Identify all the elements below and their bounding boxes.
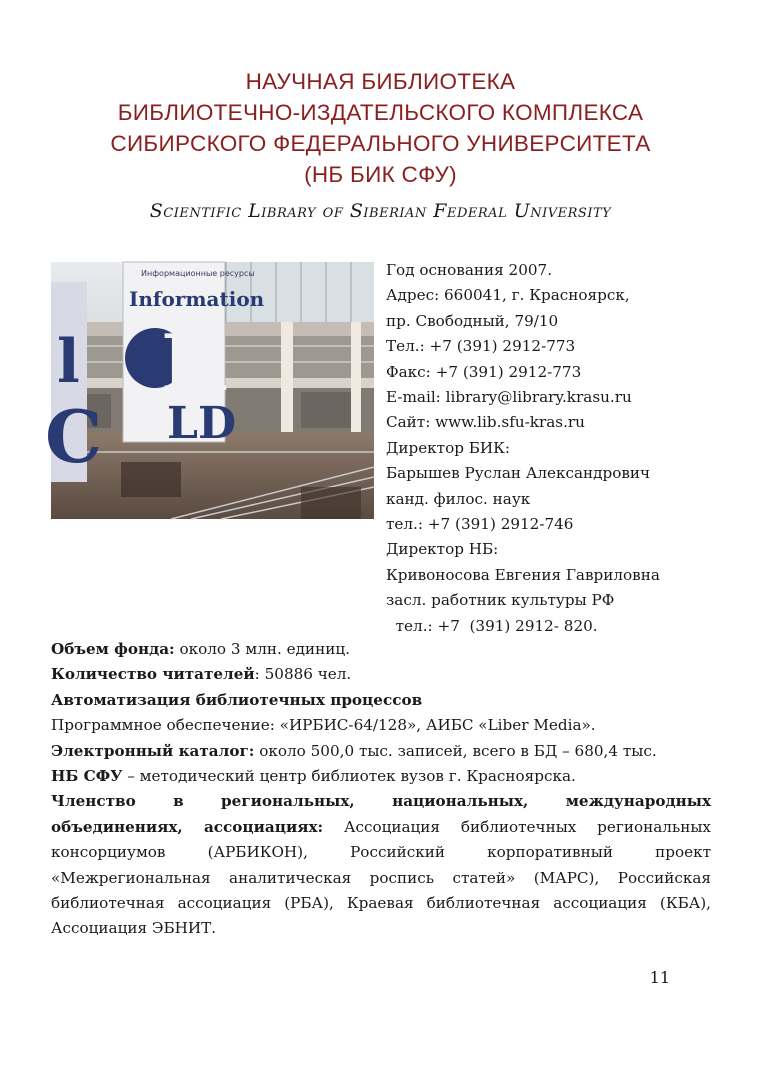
founded-year: Год основания 2007. xyxy=(386,261,553,279)
readers-line xyxy=(51,662,711,687)
director-bik-phone: тел.: +7 (391) 2912-746 xyxy=(386,515,574,534)
director-bik-degree: канд. филос. наук xyxy=(386,489,531,508)
banner-big-letter: R xyxy=(161,318,226,409)
director-nb-label: Директор НБ: xyxy=(386,540,499,559)
director-nb-name: Кривоносова Евгения Гавриловна xyxy=(386,565,660,584)
software-line: Программное обеспечение: «ИРБИС-64/128», АИБС «Liber Media». xyxy=(51,716,596,735)
address-line-1: Адрес: 660041, г. Красноярск, xyxy=(386,286,630,305)
catalog-value: около 500,0 тыс. записей, всего в БД – 680,4 тыс. xyxy=(254,741,657,760)
center-label: НБ СФУ xyxy=(51,767,123,786)
title-line-1: НАУЧНАЯ БИБЛИОТЕКА xyxy=(245,69,516,94)
contact-info xyxy=(386,258,746,639)
readers-label: Количество читателей xyxy=(51,665,255,684)
membership-label: Членство в региональных, национальных, международных объединениях, ассоциациях: xyxy=(51,792,711,836)
page-title xyxy=(0,66,761,190)
fax: Факс: +7 (391) 2912-773 xyxy=(386,362,582,381)
center-line xyxy=(51,764,711,789)
address-line-2: пр. Свободный, 79/10 xyxy=(386,311,559,330)
fund-line xyxy=(51,637,711,662)
website: Сайт: www.lib.sfu-kras.ru xyxy=(386,413,585,432)
svg-text:l: l xyxy=(57,327,80,397)
title-line-4: (НБ БИК СФУ) xyxy=(304,162,457,187)
director-bik-name: Барышев Руслан Александрович xyxy=(386,464,651,483)
library-photo xyxy=(45,262,374,519)
fund-value: около 3 млн. единиц. xyxy=(174,640,350,658)
membership-paragraph xyxy=(51,789,711,941)
phone: Тел.: +7 (391) 2912-773 xyxy=(386,337,576,356)
svg-text:C: C xyxy=(45,394,103,479)
automation-heading: Автоматизация библиотечных процессов xyxy=(51,690,423,709)
fund-label: Объем фонда: xyxy=(51,640,175,658)
banner-top-text: Информационные ресурсы xyxy=(141,269,255,278)
page-subtitle: Scientific Library of Siberian Federal University xyxy=(149,200,612,222)
center-value: – методический центр библиотек вузов г. Красноярска. xyxy=(122,767,576,786)
page-number: 11 xyxy=(649,968,670,987)
banner-word: Information xyxy=(129,287,265,311)
director-nb-title: засл. работник культуры РФ xyxy=(386,591,615,610)
catalog-label: Электронный каталог: xyxy=(51,741,255,760)
title-line-2: БИБЛИОТЕЧНО-ИЗДАТЕЛЬСКОГО КОМПЛЕКСА xyxy=(117,100,644,125)
director-nb-phone: тел.: +7 (391) 2912- 820. xyxy=(386,616,598,635)
title-line-3: СИБИРСКОГО ФЕДЕРАЛЬНОГО УНИВЕРСИТЕТА xyxy=(110,131,651,156)
catalog-line xyxy=(51,739,711,764)
email: E-mail: library@library.krasu.ru xyxy=(386,388,632,407)
membership-value: Ассоциация библиотечных региональных консорциумов (АРБИКОН), Российский корпоративный проект «Межрегиональная аналитическая роспись статей» (МАРС), Российская библиотечная ассоциация (РБА), Краевая библиотечная ассоциация (КБА), Ассоциация ЭБНИТ. xyxy=(51,817,711,938)
banner-letters-2: LD xyxy=(167,398,237,449)
director-bik-label: Директор БИК: xyxy=(386,438,511,457)
readers-value: : 50886 чел. xyxy=(254,665,352,684)
main-body xyxy=(51,637,711,942)
